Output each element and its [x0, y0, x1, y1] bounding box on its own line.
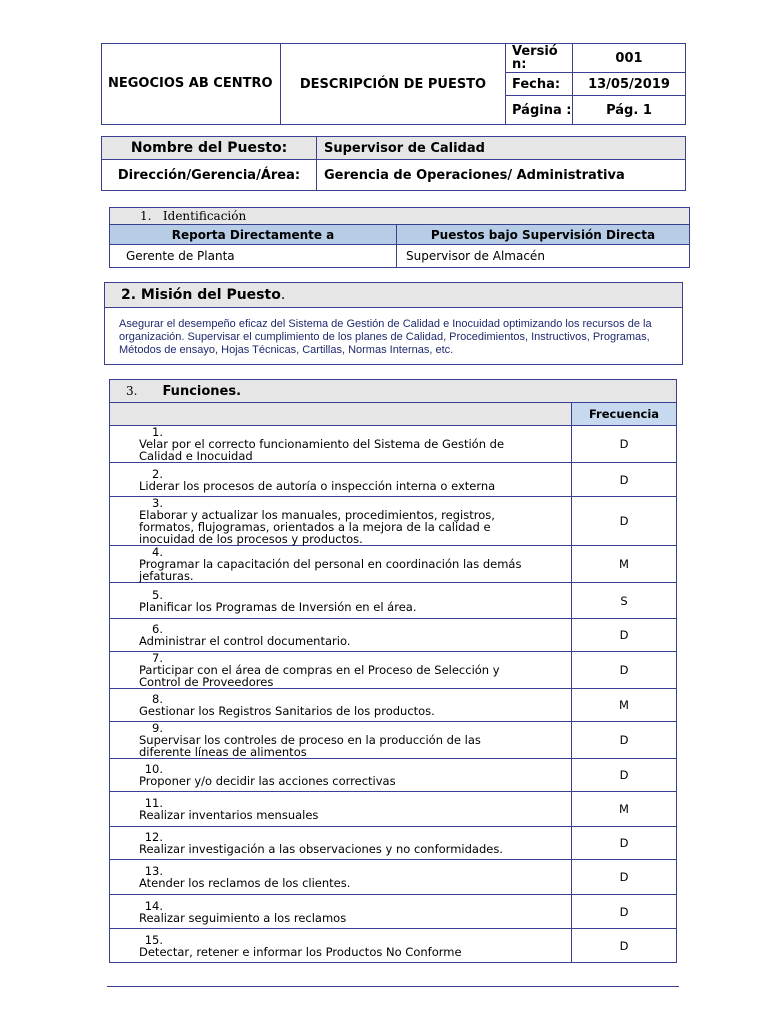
funcion-frequency: D [572, 426, 677, 463]
funcion-description [110, 929, 572, 963]
document-title: DESCRIPCIÓN DE PUESTO [281, 44, 506, 125]
funcion-description [110, 546, 572, 583]
funcion-text: Realizar seguimiento a los reclamos [139, 910, 347, 925]
funcion-text: Participar con el área de compras en el Proceso de Selección y Control de Proveedores [139, 663, 500, 689]
funcion-row [110, 895, 677, 929]
funcion-frequency: M [572, 792, 677, 827]
funcion-row [110, 583, 677, 619]
funcion-description [110, 722, 572, 759]
section-title: Funciones. [162, 383, 242, 399]
funciones-heading [110, 380, 677, 403]
funcion-number: 3. [152, 496, 163, 510]
supervises-value: Supervisor de Almacén [397, 245, 690, 268]
funcion-text: Planificar los Programas de Inversión en el área. [139, 599, 417, 614]
funcion-row [110, 497, 677, 546]
position-area-label: Dirección/Gerencia/Área: [102, 160, 317, 191]
funcion-text: Velar por el correcto funcionamiento del Sistema de Gestión de Calidad e Inocuidad [139, 437, 505, 463]
mision-title-dot: . [280, 287, 286, 303]
funcion-description [110, 792, 572, 827]
funcion-frequency: D [572, 652, 677, 689]
funcion-text: Realizar investigación a las observaciones y no conformidades. [139, 842, 503, 856]
funcion-text: Proponer y/o decidir las acciones correctivas [139, 774, 396, 788]
frecuencia-header: Frecuencia [572, 403, 677, 426]
funcion-number: 15. [144, 932, 163, 947]
funcion-number: 5. [152, 587, 163, 602]
funcion-description [110, 583, 572, 619]
funcion-text: Realizar inventarios mensuales [139, 808, 319, 822]
page-label: Página : [506, 96, 573, 125]
funcion-description [110, 759, 572, 792]
funcion-frequency: D [572, 860, 677, 895]
funcion-text: Elaborar y actualizar los manuales, procedimientos, registros, formatos, flujogramas, orientados a la mejora de la calidad e inocuidad de los procesos y productos. [139, 508, 495, 546]
version-value: 001 [573, 44, 686, 73]
position-name-value: Supervisor de Calidad [317, 137, 686, 160]
version-label: Versió n: [506, 44, 573, 73]
funcion-number: 8. [152, 692, 163, 706]
page-value: Pág. 1 [573, 96, 686, 125]
funcion-row [110, 652, 677, 689]
funcion-number: 2. [152, 466, 163, 481]
funcion-row [110, 722, 677, 759]
funcion-description [110, 426, 572, 463]
funcion-frequency: D [572, 929, 677, 963]
date-value: 13/05/2019 [573, 73, 686, 96]
funciones-body [110, 426, 677, 963]
funcion-description [110, 497, 572, 546]
funcion-row [110, 546, 677, 583]
funcion-number: 6. [152, 622, 163, 636]
funciones-table [109, 379, 677, 963]
funcion-text: Atender los reclamos de los clientes. [139, 876, 351, 890]
funcion-description [110, 619, 572, 652]
funcion-frequency: D [572, 463, 677, 497]
funcion-number: 10. [144, 762, 163, 776]
document-header [101, 43, 686, 125]
funciones-column-blank [110, 403, 572, 426]
funcion-number: 7. [152, 651, 163, 665]
identificacion-heading [110, 208, 690, 225]
funcion-text: Detectar, retener e informar los Productos No Conforme [139, 944, 462, 959]
funcion-row [110, 619, 677, 652]
funcion-number: 13. [144, 864, 163, 878]
funcion-number: 1. [152, 425, 163, 439]
funcion-text: Programar la capacitación del personal en coordinación las demás jefaturas. [139, 557, 522, 583]
funcion-row [110, 792, 677, 827]
mision-section [104, 282, 683, 365]
funcion-description [110, 689, 572, 722]
funcion-number: 9. [152, 721, 163, 735]
funcion-description [110, 463, 572, 497]
funcion-row [110, 689, 677, 722]
funcion-number: 4. [152, 545, 163, 559]
funcion-description [110, 652, 572, 689]
date-label: Fecha: [506, 73, 573, 96]
funcion-number: 11. [144, 796, 163, 810]
funcion-frequency: D [572, 497, 677, 546]
company-name: NEGOCIOS AB CENTRO [102, 44, 281, 125]
funcion-frequency: D [572, 827, 677, 860]
funcion-description [110, 895, 572, 929]
position-area-value: Gerencia de Operaciones/ Administrativa [317, 160, 686, 191]
funcion-frequency: S [572, 583, 677, 619]
funcion-row [110, 860, 677, 895]
funcion-frequency: D [572, 895, 677, 929]
section-number: 3. [126, 383, 138, 398]
reports-to-header: Reporta Directamente a [110, 225, 397, 245]
funcion-frequency: D [572, 722, 677, 759]
funcion-row [110, 426, 677, 463]
mision-text: Asegurar el desempeño eficaz del Sistema de Gestión de Calidad e Inocuidad optimizando los recursos de la organización. Supervisar el cumplimiento de los planes de Calidad, Procedimientos, Instructivos, Programas, Métodos de ensayo, Hojas Técnicas, Cartillas, Normas Internas, etc. [119, 318, 652, 356]
section-title: Identificación [162, 209, 247, 223]
supervises-header: Puestos bajo Supervisión Directa [397, 225, 690, 245]
section-number: 1. [140, 209, 152, 223]
funcion-description [110, 827, 572, 860]
funcion-text: Administrar el control documentario. [139, 634, 351, 648]
identificacion-table [109, 207, 690, 268]
mision-heading [105, 283, 682, 308]
funcion-frequency: D [572, 759, 677, 792]
funcion-row [110, 929, 677, 963]
funcion-row [110, 463, 677, 497]
position-name-label: Nombre del Puesto: [102, 137, 317, 160]
funcion-row [110, 759, 677, 792]
reports-to-value: Gerente de Planta [110, 245, 397, 268]
funcion-description [110, 860, 572, 895]
funcion-text: Supervisar los controles de proceso en la producción de las diferente líneas de alimentos [139, 733, 481, 759]
funcion-text: Gestionar los Registros Sanitarios de los productos. [139, 704, 435, 718]
position-table [101, 136, 686, 191]
funcion-row [110, 827, 677, 860]
funcion-text: Liderar los procesos de autoría o inspección interna o externa [139, 478, 496, 493]
funcion-frequency: M [572, 689, 677, 722]
footer-divider [107, 986, 679, 987]
mision-title: 2. Misión del Puesto [121, 287, 281, 303]
funcion-frequency: D [572, 619, 677, 652]
funcion-number: 12. [144, 830, 163, 844]
funcion-frequency: M [572, 546, 677, 583]
funcion-number: 14. [144, 898, 163, 913]
